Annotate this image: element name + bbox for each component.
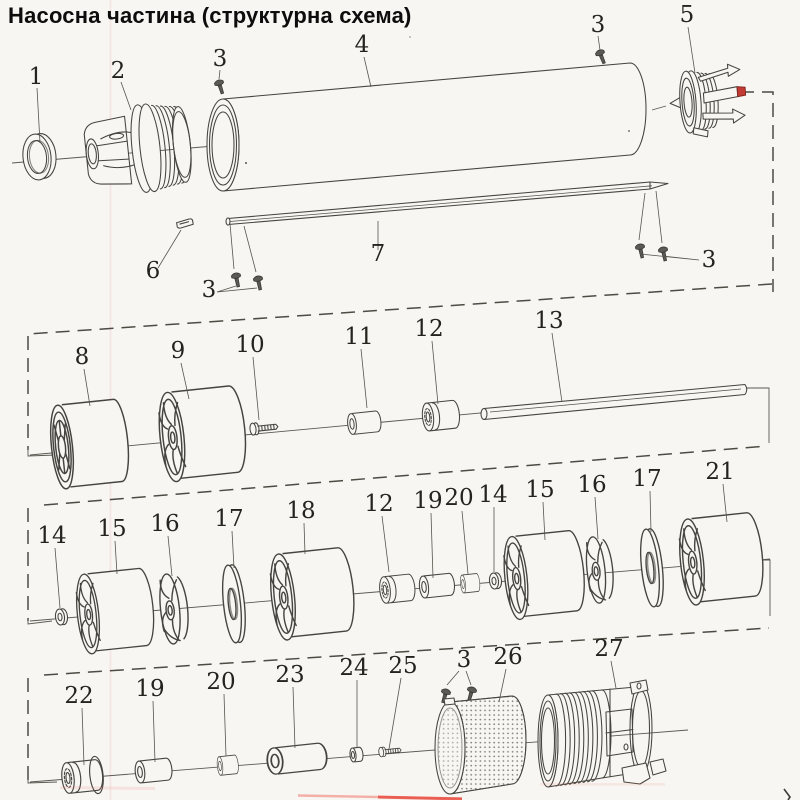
part-2-discharge-cap	[82, 100, 195, 198]
callout-16: 16	[577, 472, 607, 498]
part-20-short-sleeve	[460, 573, 481, 593]
callout-1: 1	[28, 64, 44, 90]
diagram-title: Насосна частина (структурна схема)	[8, 3, 412, 28]
part-26-suction-strainer	[435, 696, 526, 794]
callout-22: 22	[64, 683, 94, 709]
callout-23: 23	[275, 662, 305, 688]
callout-25: 25	[388, 653, 418, 679]
part-3-screw	[214, 79, 227, 95]
callout-11: 11	[344, 324, 374, 350]
part-15-diffuser	[501, 530, 588, 621]
callout-3: 3	[701, 247, 717, 273]
callout-14: 14	[37, 523, 67, 549]
callout-27: 27	[594, 636, 624, 662]
callout-20: 20	[206, 669, 236, 695]
part-16-impeller	[157, 572, 191, 645]
callout-6: 6	[145, 258, 161, 284]
callout-8: 8	[74, 344, 90, 370]
part-9-diffuser	[155, 385, 249, 483]
part-21-diffuser-housing	[676, 512, 767, 607]
part-20-short-sleeve	[216, 755, 239, 776]
callout-2: 2	[110, 58, 126, 84]
callout-3: 3	[456, 647, 472, 673]
callout-14: 14	[478, 482, 508, 508]
callout-15: 15	[525, 477, 555, 503]
part-22-flanged-coupling	[60, 756, 105, 798]
callout-12: 12	[414, 316, 444, 342]
part-25-screw	[378, 745, 401, 757]
callout-3: 3	[590, 12, 606, 38]
part-12-spline-coupling	[378, 574, 416, 604]
callout-4: 4	[354, 32, 370, 58]
part-3-screw	[231, 272, 243, 288]
callout-7: 7	[370, 241, 386, 267]
callout-18: 18	[286, 498, 316, 524]
part-3-screw	[635, 243, 647, 259]
part-6-cable-clip	[176, 218, 193, 228]
callout-19: 19	[413, 488, 443, 514]
part-5-outlet-connector	[668, 63, 749, 139]
part-17-wear-disc	[638, 528, 667, 608]
callout-5: 5	[679, 2, 695, 28]
part-11-spacer-sleeve	[347, 411, 382, 435]
callout-16: 16	[150, 511, 180, 537]
callout-17: 17	[632, 466, 662, 492]
part-4-outer-shell-tube	[207, 63, 646, 191]
part-3-screw	[595, 49, 609, 65]
callout-24: 24	[339, 655, 369, 681]
callout-12: 12	[364, 491, 394, 517]
callout-20: 20	[444, 485, 474, 511]
part-16-impeller	[584, 535, 616, 604]
part-19-spacer-sleeve	[134, 758, 173, 784]
callout-13: 13	[534, 308, 564, 334]
part-7-cable-guard	[226, 182, 668, 225]
callout-19: 19	[135, 676, 165, 702]
part-19-spacer-sleeve	[418, 573, 455, 599]
callout-3: 3	[201, 277, 217, 303]
part-12-spline-coupling	[421, 400, 461, 432]
part-23-long-sleeve	[266, 742, 328, 774]
part-14-washer	[489, 572, 503, 589]
callout-3: 3	[212, 46, 228, 72]
part-8-bearing-housing	[47, 398, 132, 490]
callout-9: 9	[170, 338, 186, 364]
callout-21: 21	[705, 459, 735, 485]
part-18-diffuser-housing	[267, 547, 358, 642]
part-13-pump-shaft	[481, 385, 747, 420]
callout-15: 15	[97, 516, 127, 542]
part-17-wear-disc	[220, 564, 249, 644]
callout-26: 26	[493, 644, 523, 670]
part-24-nut	[349, 747, 363, 762]
callout-10: 10	[235, 332, 265, 358]
part-15-diffuser	[73, 567, 157, 655]
callout-17: 17	[214, 506, 244, 532]
part-14-washer	[55, 608, 69, 625]
part-3-screw	[658, 246, 670, 262]
